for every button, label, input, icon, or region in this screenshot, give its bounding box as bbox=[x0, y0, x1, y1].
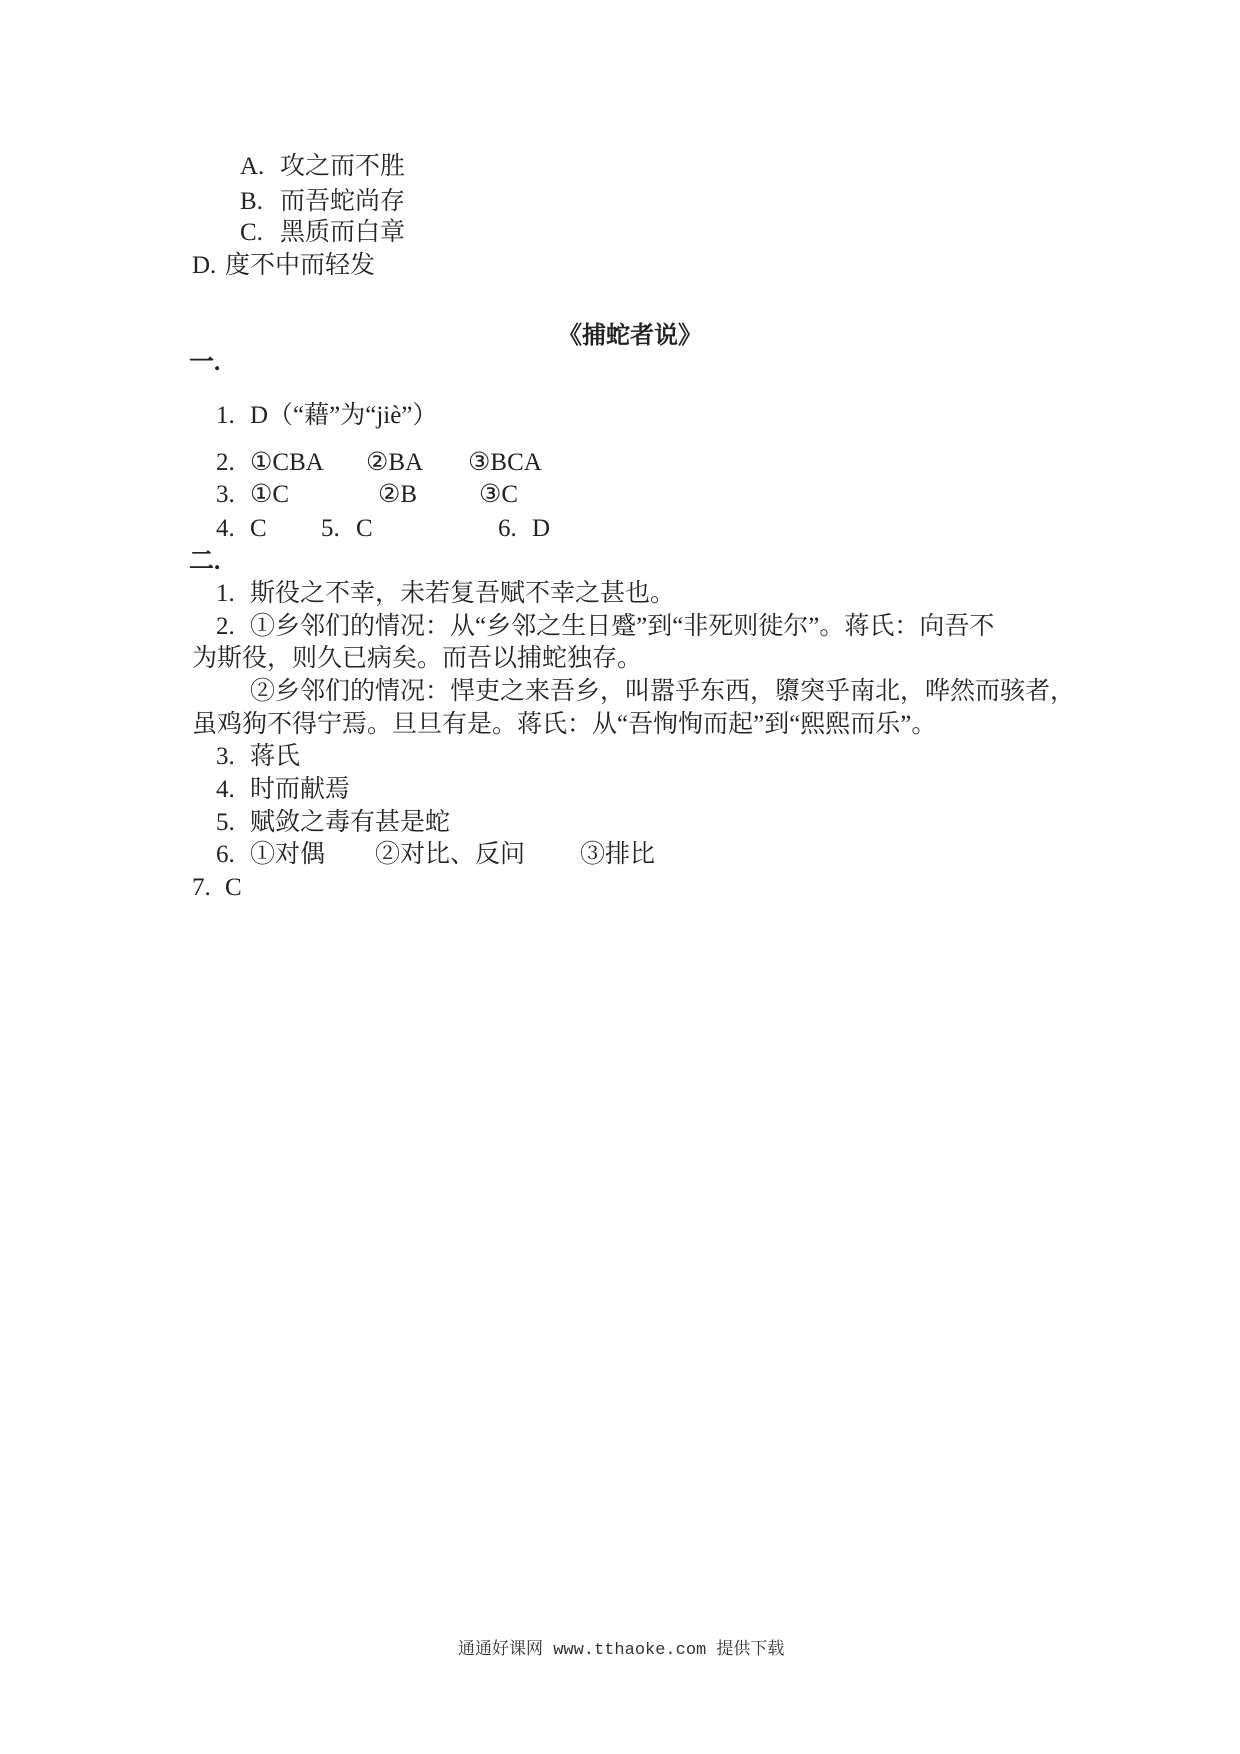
part-two-heading: 二. bbox=[189, 548, 221, 575]
choice-option-a bbox=[240, 152, 405, 182]
part-two-q2-line-4: 虽鸡狗不得宁焉。旦旦有是。蒋氏：从“吾恂恂而起”到“熙熙而乐”。 bbox=[192, 711, 937, 738]
option-text: 攻之而不胜 bbox=[280, 153, 406, 180]
answer-text: 蒋氏 bbox=[250, 743, 301, 770]
answer-item: ②B bbox=[378, 481, 418, 508]
part-one-q4-6 bbox=[0, 514, 1240, 544]
part-one-q1 bbox=[216, 401, 437, 431]
question-number: 6. bbox=[498, 515, 517, 542]
answer-text: 赋敛之毒有甚是蛇 bbox=[250, 809, 451, 836]
question-number: 6. bbox=[216, 841, 235, 868]
part-two-q1 bbox=[216, 579, 675, 609]
section-title: 《捕蛇者说》 bbox=[558, 321, 702, 349]
question-number: 3. bbox=[216, 743, 235, 770]
part-two-q5 bbox=[216, 808, 450, 838]
question-number: 1. bbox=[216, 580, 235, 607]
question-number: 5. bbox=[216, 809, 235, 836]
answer-item: ③C bbox=[479, 481, 519, 508]
part-two-q3 bbox=[216, 742, 300, 772]
answer-item: C bbox=[356, 515, 373, 542]
part-two-q6 bbox=[0, 840, 1240, 870]
option-letter: D. bbox=[192, 252, 217, 279]
part-two-q4 bbox=[216, 775, 350, 805]
option-text: 度不中而轻发 bbox=[225, 252, 376, 279]
part-two-q7 bbox=[192, 873, 242, 903]
choice-option-b bbox=[240, 187, 405, 217]
question-number: 7. bbox=[192, 874, 211, 901]
question-number: 3. bbox=[216, 481, 235, 508]
answer-text: ①乡邻们的情况：从“乡邻之生日蹙”到“非死则徙尔”。蒋氏：向吾不 bbox=[250, 613, 995, 640]
answer-text: C bbox=[225, 874, 242, 901]
answer-item: ②对比、反问 bbox=[375, 841, 526, 868]
answer-item: ①对偶 bbox=[250, 841, 326, 868]
answer-item: ①C bbox=[250, 481, 290, 508]
part-two-q2-line-1 bbox=[216, 612, 994, 642]
question-number: 4. bbox=[216, 515, 235, 542]
answer-item: C bbox=[250, 515, 267, 542]
option-letter: B. bbox=[240, 188, 263, 215]
question-number: 2. bbox=[216, 449, 235, 476]
answer-item: ①CBA bbox=[250, 449, 324, 476]
part-two-q2-line-3: ②乡邻们的情况：悍吏之来吾乡，叫嚣乎东西，隳突乎南北，哗然而骇者， bbox=[250, 678, 1076, 705]
question-number: 2. bbox=[216, 613, 235, 640]
part-one-q2 bbox=[0, 448, 1240, 478]
answer-item: ③BCA bbox=[468, 449, 542, 476]
question-number: 5. bbox=[321, 515, 340, 542]
option-letter: C. bbox=[240, 219, 263, 246]
part-one-q3 bbox=[0, 480, 1240, 510]
answer-item: ③排比 bbox=[580, 841, 656, 868]
choice-option-d bbox=[192, 251, 375, 281]
option-text: 而吾蛇尚存 bbox=[280, 188, 406, 215]
answer-text: 时而献焉 bbox=[250, 776, 351, 803]
option-letter: A. bbox=[240, 153, 265, 180]
answer-item: D bbox=[532, 515, 551, 542]
page-footer: 通通好课网 www.tthaoke.com 提供下载 bbox=[458, 1641, 785, 1660]
option-text: 黑质而白章 bbox=[280, 219, 406, 246]
question-number: 1. bbox=[216, 402, 235, 429]
answer-text: D（“藉”为“jiè”） bbox=[250, 402, 438, 429]
question-number: 4. bbox=[216, 776, 235, 803]
part-one-heading: 一. bbox=[189, 349, 221, 376]
answer-item: ②BA bbox=[366, 449, 424, 476]
choice-option-c bbox=[240, 218, 405, 248]
answer-text: 斯役之不幸，未若复吾赋不幸之甚也。 bbox=[250, 580, 676, 607]
part-two-q2-line-2: 为斯役，则久已病矣。而吾以捕蛇独存。 bbox=[192, 645, 643, 672]
